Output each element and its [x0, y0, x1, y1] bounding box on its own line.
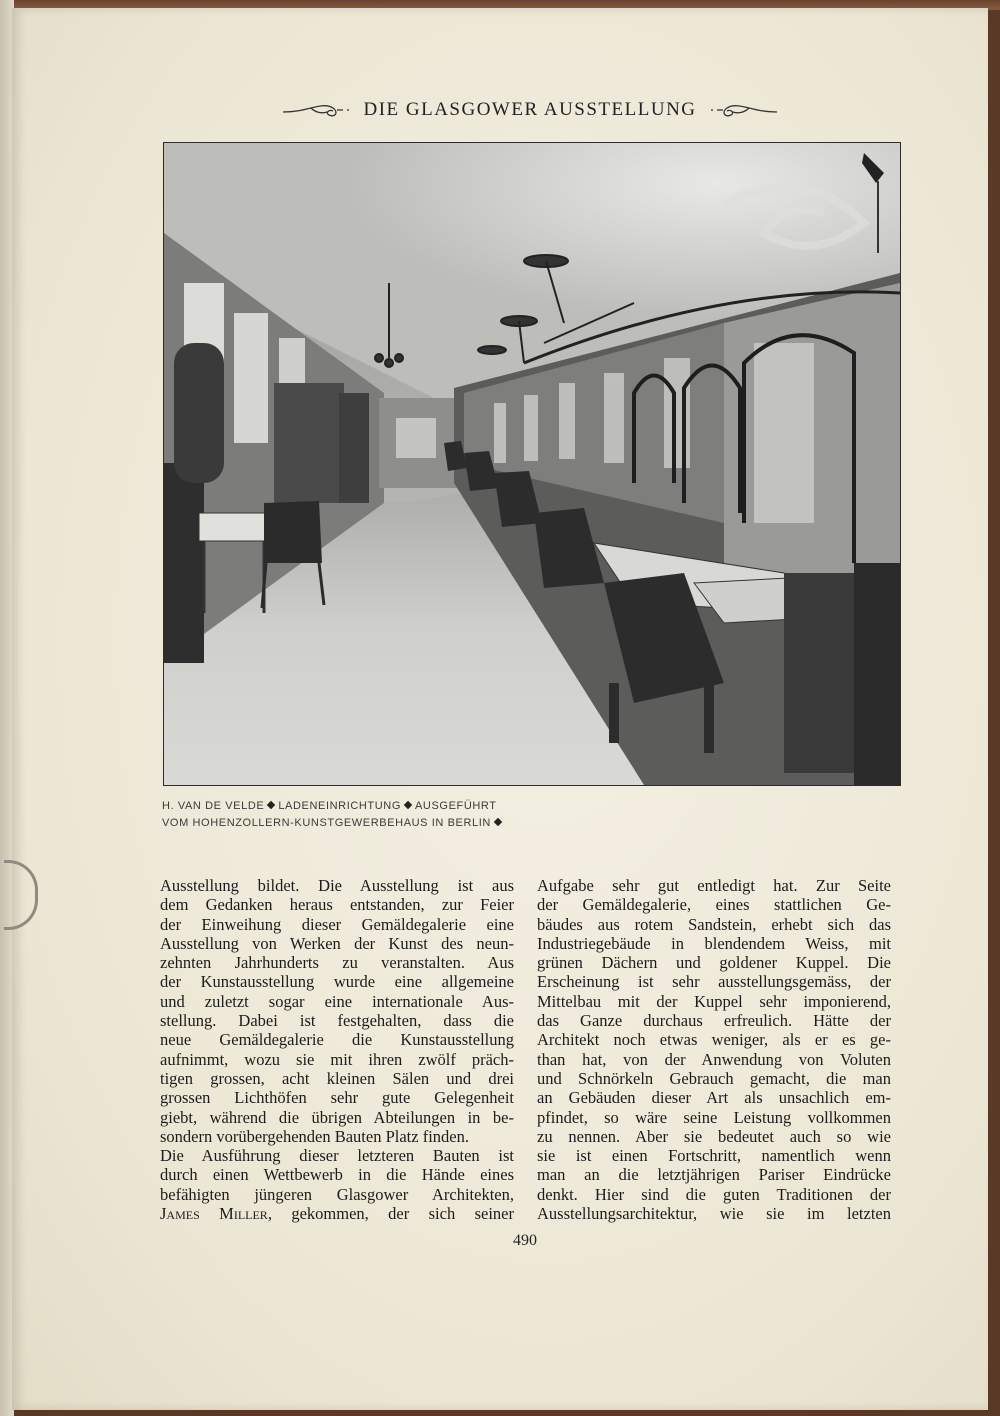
text-line: Erscheinung ist sehr ausstellungsgemäss, der: [537, 972, 891, 992]
text-line: than hat, von der Anwendung von Voluten: [537, 1049, 891, 1069]
text-line-with-name: [160, 1204, 514, 1223]
text-line: zu nennen. Aber sie bedeutet auch so wie: [537, 1126, 891, 1146]
caption-line-1: [162, 798, 702, 815]
text-line: Mittelbau mit der Kuppel sehr imponierend,: [537, 991, 891, 1011]
caption-maker: VOM HOHENZOLLERN-KUNSTGEWERBEHAUS IN BERLIN: [162, 817, 491, 829]
caption-separator-dot: [267, 801, 275, 809]
caption-separator-dot: [404, 801, 412, 809]
text-line: man an die letztjährigen Pariser Eindrücke: [537, 1165, 891, 1185]
text-line-tail: , gekommen, der sich seiner: [267, 1204, 514, 1224]
text-line: sie ist einen Fortschritt, namentlich wenn: [537, 1146, 891, 1166]
running-head-title: DIE GLASGOWER AUSSTELLUNG: [363, 99, 697, 120]
left-flourish-ornament: [281, 100, 353, 120]
text-line: zehnten Jahrhunderts zu veranstalten. Aus: [160, 953, 514, 973]
text-line: stellung. Dabei ist festgehalten, dass die: [160, 1011, 514, 1031]
text-column-left: [160, 876, 514, 1223]
text-line: Ausstellung bildet. Die Ausstellung ist aus: [160, 876, 514, 895]
caption-designer: H. VAN DE VELDE: [162, 800, 265, 812]
text-line: denkt. Hier sind die guten Traditionen der: [537, 1184, 891, 1204]
text-line: das Ganze durchaus erfreulich. Hätte der: [537, 1011, 891, 1031]
text-line: Ausstellung von Werken der Kunst des neun-: [160, 933, 514, 953]
text-line: pfindet, so wäre seine Leistung vollkommen: [537, 1107, 891, 1127]
text-line: durch einen Wettbewerb in die Hände eines: [160, 1165, 514, 1185]
text-line: Aufgabe sehr gut entledigt hat. Zur Seite: [537, 876, 891, 895]
text-line: Industriegebäude in blendendem Weiss, mit: [537, 933, 891, 953]
text-line: der Gemäldegalerie, eines stattlichen Ge-: [537, 895, 891, 915]
text-line: Die Ausführung dieser letzteren Bauten ist: [160, 1146, 514, 1166]
text-line: grossen Lichthöfen sehr gute Gelegenheit: [160, 1088, 514, 1108]
text-line: neue Gemäldegalerie die Kunstausstellung: [160, 1030, 514, 1050]
text-line: und zuletzt sogar eine internationale Aus-: [160, 991, 514, 1011]
caption-executed: AUSGEFÜHRT: [415, 800, 497, 812]
text-line: und Schnörkeln Gebrauch gemacht, die man: [537, 1068, 891, 1088]
text-line: grünen Dächern und goldener Kuppel. Die: [537, 953, 891, 973]
text-line: Architekt noch etwas weniger, als er es ge-: [537, 1030, 891, 1050]
running-head: [270, 92, 790, 128]
photo-caption: [162, 798, 702, 832]
text-line: dem Gedanken heraus entstanden, zur Feier: [160, 895, 514, 915]
text-line: giebt, während die übrigen Abteilungen in be-: [160, 1107, 514, 1127]
interior-photograph: [163, 142, 901, 786]
text-line: der Einweihung dieser Gemäldegalerie eine: [160, 914, 514, 934]
text-line: aufnimmt, wozu sie mit ihren zwölf präch-: [160, 1049, 514, 1069]
text-line: sondern vorübergehenden Bauten Platz finden.: [160, 1126, 469, 1146]
caption-line-2: [162, 815, 702, 832]
architect-name: James Miller: [160, 1204, 268, 1224]
text-line: an Gebäuden dieser Art als unsachlich em-: [537, 1088, 891, 1108]
right-flourish-ornament: [707, 100, 779, 120]
caption-subject: LADENEINRICHTUNG: [278, 800, 401, 812]
page-number: 490: [513, 1232, 537, 1249]
text-line: der Kunstausstellung wurde eine allgemeine: [160, 972, 514, 992]
caption-separator-dot: [494, 818, 502, 826]
interior-photograph-image: [164, 143, 900, 785]
text-column-right: [537, 876, 891, 1223]
text-line: befähigten jüngeren Glasgower Architekten,: [160, 1184, 514, 1204]
text-line: Ausstellungsarchitektur, wie sie im letzten: [537, 1204, 891, 1224]
text-line: bäudes aus rotem Sandstein, erhebt sich das: [537, 914, 891, 934]
text-line: tigen grossen, acht kleinen Sälen und drei: [160, 1068, 514, 1088]
